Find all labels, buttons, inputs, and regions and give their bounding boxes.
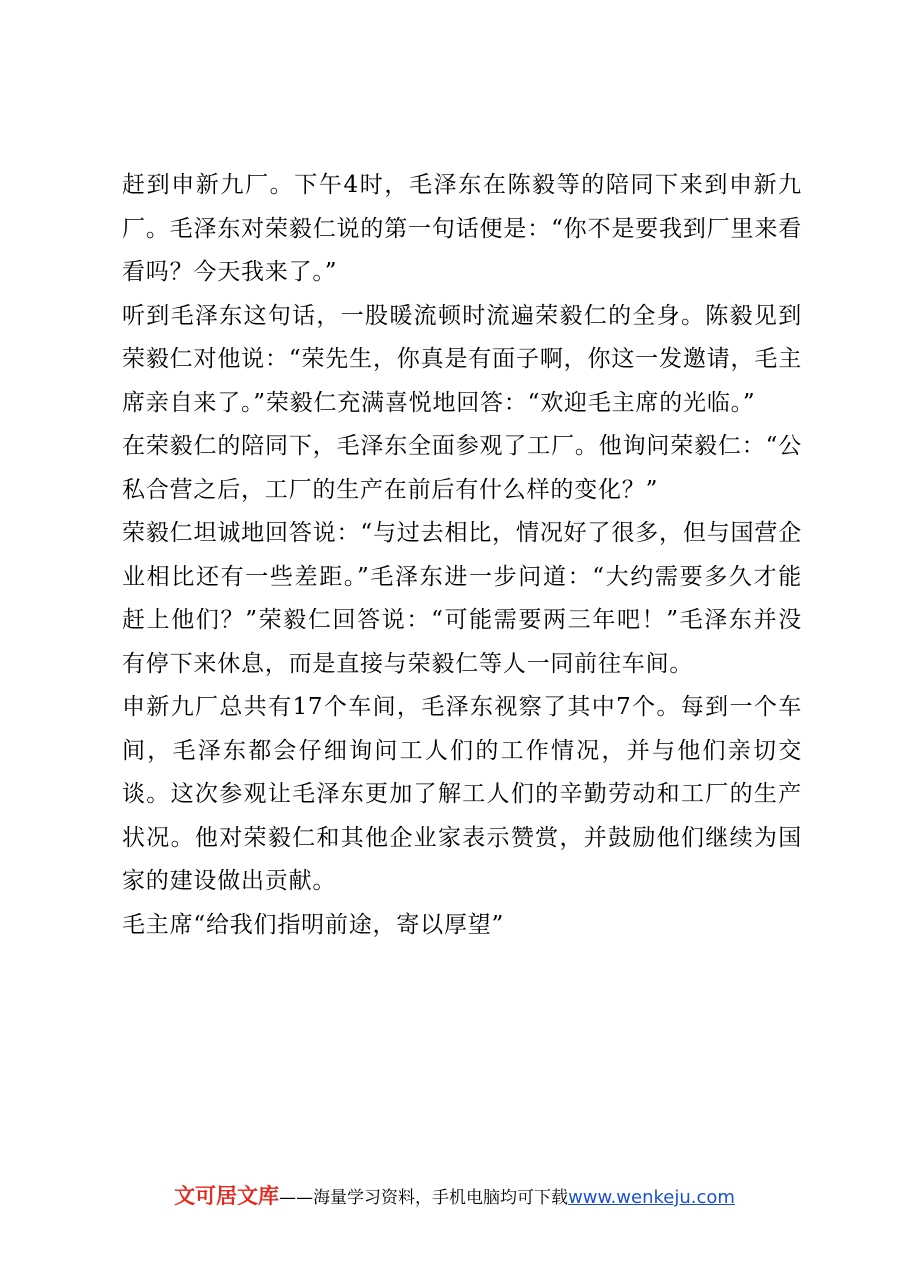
footer-brand: 文可居文库 bbox=[174, 1184, 280, 1208]
footer-site-link[interactable]: www.wenkeju.com bbox=[568, 1187, 735, 1208]
paragraph: 荣毅仁坦诚地回答说：“与过去相比，情况好了很多，但与国营企业相比还有一些差距。”毛泽东进一步问道：“大约需要多久才能赶上他们？”荣毅仁回答说：“可能需要两三年吧！”毛泽东并没有停下来休息，而是直接与荣毅仁等人一同前往车间。 bbox=[122, 520, 802, 677]
paragraph: 申新九厂总共有17个车间，毛泽东视察了其中7个。每到一个车间，毛泽东都会仔细询问工人们的工作情况，并与他们亲切交谈。这次参观让毛泽东更加了解工人们的辛勤劳动和工厂的生产状况。他对荣毅仁和其他企业家表示赞赏，并鼓励他们继续为国家的建设做出贡献。 bbox=[122, 694, 802, 894]
paragraph: 听到毛泽东这句话，一股暖流顿时流遍荣毅仁的全身。陈毅见到荣毅仁对他说：“荣先生，你真是有面子啊，你这一发邀请，毛主席亲自来了。”荣毅仁充满喜悦地回答：“欢迎毛主席的光临。” bbox=[122, 302, 802, 416]
document-body bbox=[122, 164, 802, 947]
paragraph: 在荣毅仁的陪同下，毛泽东全面参观了工厂。他询问荣毅仁：“公私合营之后，工厂的生产在前后有什么样的变化？” bbox=[122, 433, 802, 503]
paragraph: 赶到申新九厂。下午4时，毛泽东在陈毅等的陪同下来到申新九厂。毛泽东对荣毅仁说的第一句话便是：“你不是要我到厂里来看看吗？今天我来了。” bbox=[122, 172, 802, 285]
footer-tagline: ——海量学习资料，手机电脑均可下载 bbox=[279, 1188, 569, 1208]
footer-banner bbox=[0, 1180, 909, 1210]
section-heading: 毛主席“给我们指明前途，寄以厚望” bbox=[122, 911, 505, 938]
